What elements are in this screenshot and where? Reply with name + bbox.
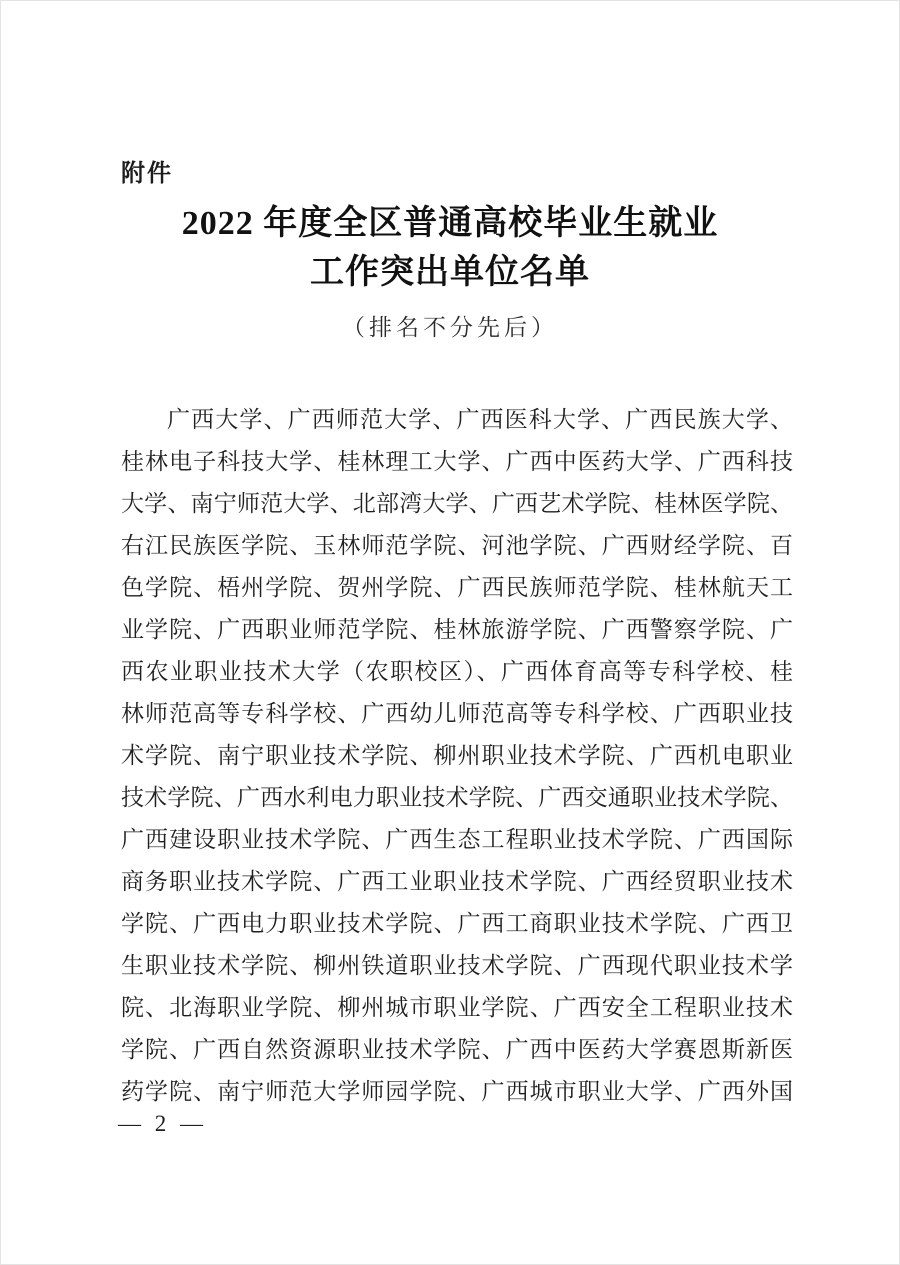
body-line: 院、北海职业学院、柳州城市职业学院、广西安全工程职业技术	[121, 995, 793, 1020]
body-line: 广西大学、广西师范大学、广西医科大学、广西民族大学、	[167, 407, 793, 432]
document-title-line1: 2022 年度全区普通高校毕业生就业	[181, 205, 719, 242]
document-subtitle: （排名不分先后）	[342, 315, 558, 340]
attachment-label: 附件	[121, 160, 173, 187]
document-title-line2: 工作突出单位名单	[310, 254, 590, 291]
body-line: 右江民族医学院、玉林师范学院、河池学院、广西财经学院、百	[121, 533, 793, 558]
body-line: 西农业职业技术大学（农职校区）、广西体育高等专科学校、桂	[121, 659, 793, 684]
body-line: 色学院、梧州学院、贺州学院、广西民族师范学院、桂林航天工	[121, 575, 793, 600]
body-line: 学院、广西自然资源职业技术学院、广西中医药大学赛恩斯新医	[121, 1037, 793, 1062]
body-line: 大学、南宁师范大学、北部湾大学、广西艺术学院、桂林医学院、	[121, 491, 793, 516]
body-text	[121, 399, 793, 1113]
body-line: 技术学院、广西水利电力职业技术学院、广西交通职业技术学院、	[121, 785, 793, 810]
body-line: 林师范高等专科学校、广西幼儿师范高等专科学校、广西职业技	[121, 701, 793, 726]
body-line: 药学院、南宁师范大学师园学院、广西城市职业大学、广西外国	[121, 1079, 793, 1104]
body-line: 桂林电子科技大学、桂林理工大学、广西中医药大学、广西科技	[121, 449, 793, 474]
body-line: 学院、广西电力职业技术学院、广西工商职业技术学院、广西卫	[121, 911, 793, 936]
body-line: 业学院、广西职业师范学院、桂林旅游学院、广西警察学院、广	[121, 617, 793, 642]
body-line: 生职业技术学院、柳州铁道职业技术学院、广西现代职业技术学	[121, 953, 793, 978]
body-line: 术学院、南宁职业技术学院、柳州职业技术学院、广西机电职业	[121, 743, 793, 768]
page-number: — 2 —	[118, 1111, 207, 1136]
body-line: 广西建设职业技术学院、广西生态工程职业技术学院、广西国际	[121, 827, 793, 852]
body-line: 商务职业技术学院、广西工业职业技术学院、广西经贸职业技术	[121, 869, 793, 894]
document-title	[1, 199, 899, 297]
